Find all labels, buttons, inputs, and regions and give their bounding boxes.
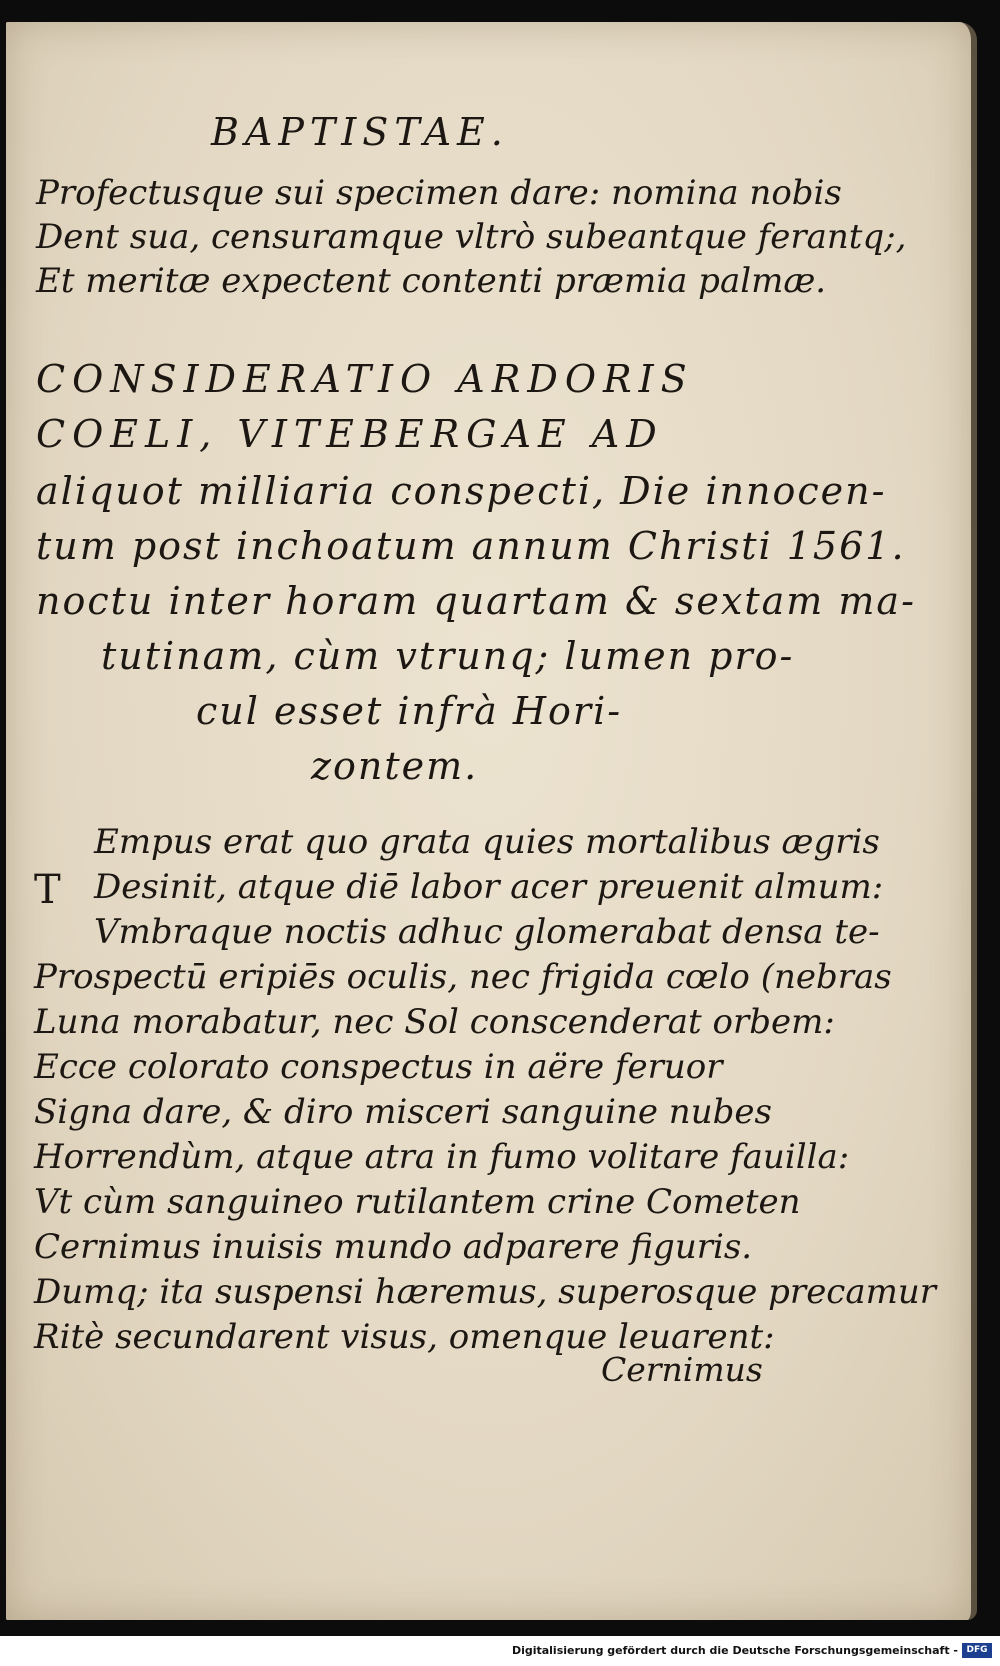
- title-line: zontem.: [311, 744, 479, 788]
- poem-line: Horrendùm, atque atra in fumo volitare fauilla:: [34, 1137, 850, 1177]
- opening-verse-line: Et meritæ expectent contenti præmia palmæ.: [36, 261, 827, 301]
- footer-bar: [0, 1636, 1000, 1666]
- title-line: aliquot milliaria conspecti, Die innocen-: [36, 469, 887, 513]
- running-head: BAPTISTAE.: [211, 110, 509, 154]
- poem-line: Ecce colorato conspectus in aëre feruor: [34, 1047, 723, 1087]
- title-line: tutinam, cùm vtrunq; lumen pro-: [101, 634, 795, 678]
- book-page: [6, 22, 977, 1620]
- poem-line: Prospectū eripiēs oculis, nec frigida cœlo (nebras: [34, 957, 892, 997]
- poem-line: Dumq; ita suspensi hæremus, superosque precamur: [34, 1272, 937, 1312]
- footer-credit: Digitalisierung gefördert durch die Deutsche Forschungsgemeinschaft -: [511, 1644, 958, 1657]
- poem-line: Cernimus inuisis mundo adparere figuris.: [34, 1227, 753, 1267]
- poem-line: Vmbraque noctis adhuc glomerabat densa te-: [94, 912, 880, 952]
- title-line: noctu inter horam quartam & sextam ma-: [36, 579, 916, 623]
- title-line: COELI, VITEBERGAE AD: [36, 412, 664, 456]
- dfg-logo-icon: DFG: [962, 1643, 992, 1658]
- drop-cap: T: [34, 867, 61, 913]
- poem-line: Luna morabatur, nec Sol conscenderat orbem:: [34, 1002, 835, 1042]
- title-line: CONSIDERATIO ARDORIS: [36, 357, 694, 401]
- catchword: Cernimus: [601, 1350, 763, 1389]
- poem-line: Vt cùm sanguineo rutilantem crine Cometen: [34, 1182, 801, 1222]
- poem-line: Empus erat quo grata quies mortalibus ægris: [94, 822, 880, 862]
- poem-line: Ritè secundarent visus, omenque leuarent:: [34, 1317, 775, 1357]
- opening-verse-line: Dent sua, censuramque vltrò subeantque ferantq;,: [36, 217, 907, 257]
- title-line: tum post inchoatum annum Christi 1561.: [36, 524, 906, 568]
- poem-line: Desinit, atque diē labor acer preuenit almum:: [94, 867, 884, 907]
- opening-verse-line: Profectusque sui specimen dare: nomina nobis: [36, 173, 842, 213]
- poem-line: Signa dare, & diro misceri sanguine nubes: [34, 1092, 772, 1132]
- title-line: cul esset infrà Hori-: [196, 689, 623, 733]
